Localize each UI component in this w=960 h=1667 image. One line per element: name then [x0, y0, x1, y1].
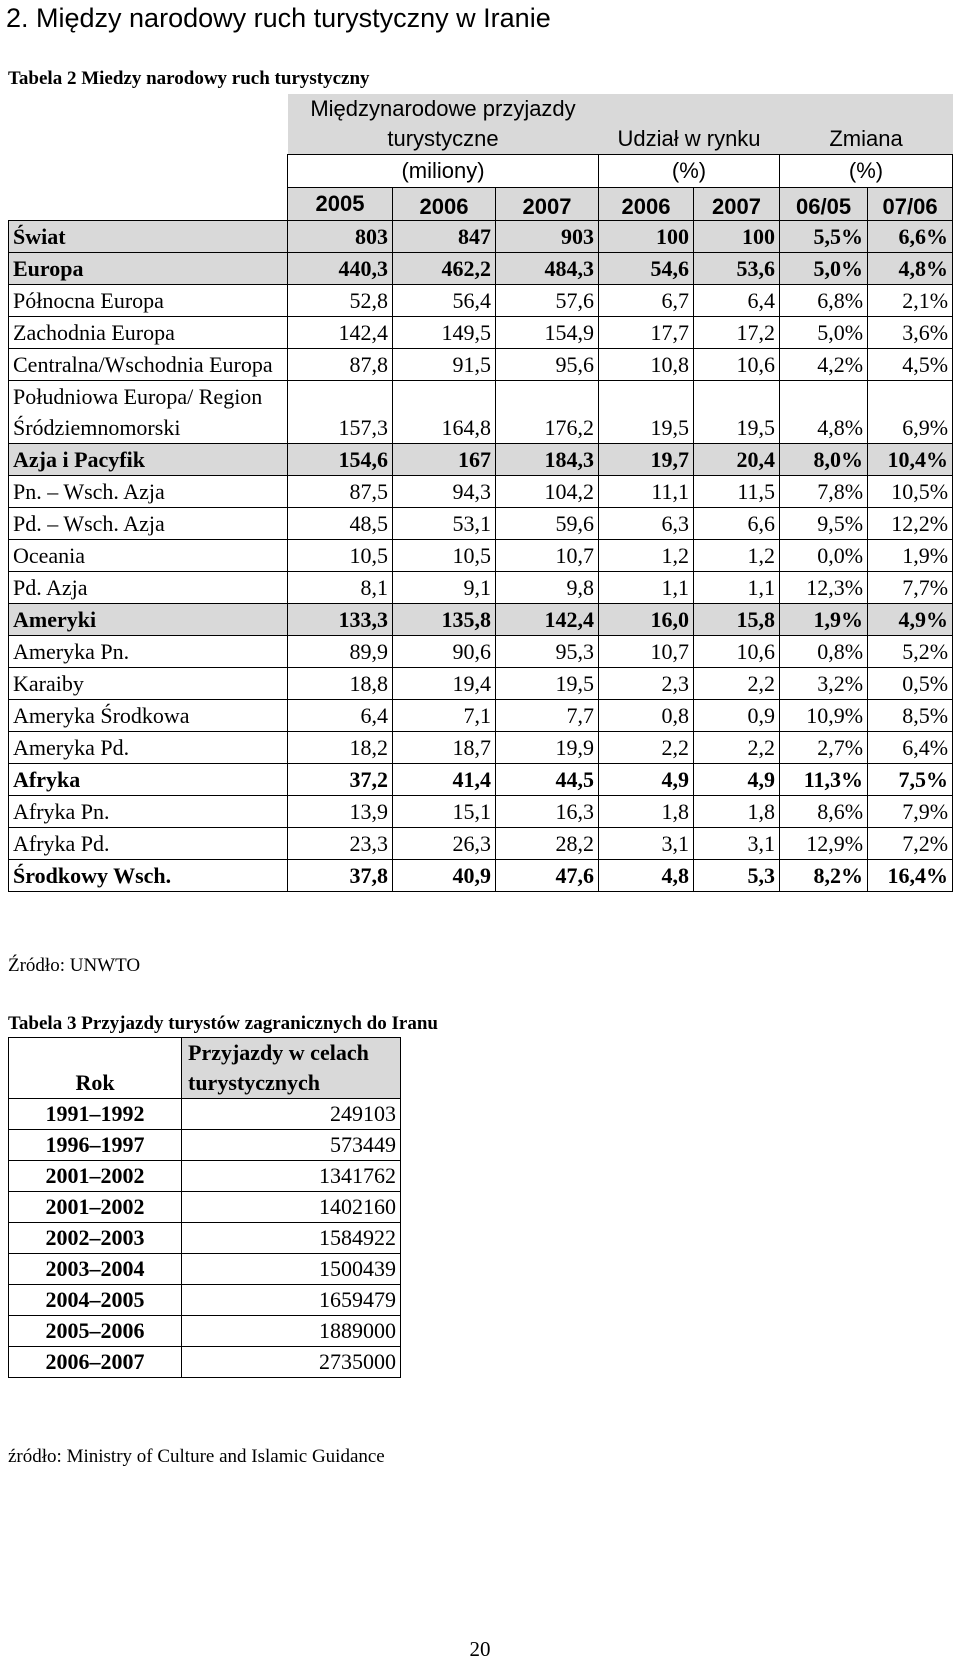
- table3-source: źródło: Ministry of Culture and Islamic Guidance: [8, 1446, 385, 1467]
- value-cell: 903: [496, 221, 599, 253]
- value-cell: 12,3%: [780, 572, 868, 604]
- year-header: 06/05: [780, 188, 868, 221]
- region-cell: Zachodnia Europa: [9, 317, 288, 349]
- value-cell: 13,9: [288, 796, 393, 828]
- value-cell: 7,9%: [868, 796, 953, 828]
- arrivals-cell: 573449: [182, 1130, 401, 1161]
- table-row: [9, 1347, 401, 1378]
- value-cell: 59,6: [496, 508, 599, 540]
- table-row: [9, 1254, 401, 1285]
- value-cell: 7,8%: [780, 476, 868, 508]
- arrivals-cell: 249103: [182, 1099, 401, 1130]
- value-cell: 4,9: [694, 764, 780, 796]
- value-cell: 484,3: [496, 253, 599, 285]
- value-cell: 1,8: [694, 796, 780, 828]
- value-cell: 3,1: [599, 828, 694, 860]
- table-row: [9, 604, 953, 636]
- year-header: 2007: [694, 188, 780, 221]
- value-cell: 48,5: [288, 508, 393, 540]
- region-cell: Centralna/Wschodnia Europa: [9, 349, 288, 381]
- year-cell: 2003–2004: [9, 1254, 182, 1285]
- value-cell: 0,8: [599, 700, 694, 732]
- table-row: [9, 1316, 401, 1347]
- header-year: Rok: [9, 1038, 182, 1099]
- value-cell: 167: [393, 444, 496, 476]
- year-header: 2006: [393, 188, 496, 221]
- table-row: [9, 285, 953, 317]
- region-cell: Afryka: [9, 764, 288, 796]
- table-row: [9, 381, 953, 444]
- table-row: [9, 540, 953, 572]
- value-cell: 87,5: [288, 476, 393, 508]
- value-cell: 9,8: [496, 572, 599, 604]
- region-cell: Południowa Europa/ Region Śródziemnomorski: [9, 381, 288, 444]
- table3-header-row: [9, 1038, 401, 1099]
- value-cell: 11,5: [694, 476, 780, 508]
- header-share: Udział w rynku: [599, 94, 780, 155]
- value-cell: 184,3: [496, 444, 599, 476]
- value-cell: 6,9%: [868, 381, 953, 444]
- table-row: [9, 668, 953, 700]
- value-cell: 10,7: [496, 540, 599, 572]
- year-cell: 2001–2002: [9, 1161, 182, 1192]
- value-cell: 5,5%: [780, 221, 868, 253]
- header-arrivals: Przyjazdy w celach turystycznych: [182, 1038, 401, 1099]
- region-cell: Afryka Pn.: [9, 796, 288, 828]
- value-cell: 1,8: [599, 796, 694, 828]
- value-cell: 2,2: [694, 668, 780, 700]
- value-cell: 6,3: [599, 508, 694, 540]
- value-cell: 462,2: [393, 253, 496, 285]
- value-cell: 16,4%: [868, 860, 953, 892]
- value-cell: 4,8: [599, 860, 694, 892]
- value-cell: 5,0%: [780, 253, 868, 285]
- region-cell: Karaiby: [9, 668, 288, 700]
- value-cell: 19,5: [599, 381, 694, 444]
- value-cell: 5,3: [694, 860, 780, 892]
- value-cell: 149,5: [393, 317, 496, 349]
- year-cell: 2002–2003: [9, 1223, 182, 1254]
- value-cell: 5,2%: [868, 636, 953, 668]
- value-cell: 9,5%: [780, 508, 868, 540]
- value-cell: 90,6: [393, 636, 496, 668]
- value-cell: 154,9: [496, 317, 599, 349]
- value-cell: 1,1: [694, 572, 780, 604]
- value-cell: 19,5: [496, 668, 599, 700]
- value-cell: 7,2%: [868, 828, 953, 860]
- value-cell: 440,3: [288, 253, 393, 285]
- value-cell: 94,3: [393, 476, 496, 508]
- table-row: [9, 1285, 401, 1316]
- region-cell: Ameryka Pn.: [9, 636, 288, 668]
- region-cell: Ameryka Środkowa: [9, 700, 288, 732]
- table-row: [9, 796, 953, 828]
- region-cell: Pd. Azja: [9, 572, 288, 604]
- value-cell: 56,4: [393, 285, 496, 317]
- table2-header-row: [9, 94, 953, 155]
- region-cell: Pd. – Wsch. Azja: [9, 508, 288, 540]
- value-cell: 3,6%: [868, 317, 953, 349]
- value-cell: 19,7: [599, 444, 694, 476]
- value-cell: 8,2%: [780, 860, 868, 892]
- region-cell: Oceania: [9, 540, 288, 572]
- value-cell: 12,2%: [868, 508, 953, 540]
- value-cell: 8,5%: [868, 700, 953, 732]
- table-row: [9, 444, 953, 476]
- value-cell: 54,6: [599, 253, 694, 285]
- year-cell: 1991–1992: [9, 1099, 182, 1130]
- arrivals-cell: 1889000: [182, 1316, 401, 1347]
- value-cell: 6,4%: [868, 732, 953, 764]
- value-cell: 16,0: [599, 604, 694, 636]
- year-cell: 1996–1997: [9, 1130, 182, 1161]
- value-cell: 10,5: [288, 540, 393, 572]
- table-row: [9, 221, 953, 253]
- value-cell: 104,2: [496, 476, 599, 508]
- value-cell: 164,8: [393, 381, 496, 444]
- region-cell: Świat: [9, 221, 288, 253]
- value-cell: 5,0%: [780, 317, 868, 349]
- value-cell: 19,9: [496, 732, 599, 764]
- table3-caption: Tabela 3 Przyjazdy turystów zagranicznych do Iranu: [8, 1013, 438, 1034]
- value-cell: 7,7: [496, 700, 599, 732]
- value-cell: 40,9: [393, 860, 496, 892]
- value-cell: 53,6: [694, 253, 780, 285]
- value-cell: 6,6%: [868, 221, 953, 253]
- table-row: [9, 732, 953, 764]
- value-cell: 6,8%: [780, 285, 868, 317]
- iran-arrivals-table: [8, 1037, 401, 1378]
- value-cell: 28,2: [496, 828, 599, 860]
- value-cell: 10,5: [393, 540, 496, 572]
- value-cell: 15,8: [694, 604, 780, 636]
- value-cell: 18,2: [288, 732, 393, 764]
- value-cell: 8,1: [288, 572, 393, 604]
- table-row: [9, 317, 953, 349]
- table-row: [9, 1192, 401, 1223]
- value-cell: 142,4: [288, 317, 393, 349]
- value-cell: 10,8: [599, 349, 694, 381]
- header-arrivals: Międzynarodowe przyjazdy turystyczne: [288, 94, 599, 155]
- value-cell: 4,8%: [780, 381, 868, 444]
- year-cell: 2005–2006: [9, 1316, 182, 1347]
- value-cell: 4,5%: [868, 349, 953, 381]
- value-cell: 10,6: [694, 636, 780, 668]
- value-cell: 87,8: [288, 349, 393, 381]
- value-cell: 19,5: [694, 381, 780, 444]
- value-cell: 0,5%: [868, 668, 953, 700]
- value-cell: 6,6: [694, 508, 780, 540]
- table-row: [9, 860, 953, 892]
- value-cell: 7,5%: [868, 764, 953, 796]
- value-cell: 16,3: [496, 796, 599, 828]
- value-cell: 52,8: [288, 285, 393, 317]
- value-cell: 3,2%: [780, 668, 868, 700]
- value-cell: 1,1: [599, 572, 694, 604]
- year-header: 07/06: [868, 188, 953, 221]
- value-cell: 15,1: [393, 796, 496, 828]
- table2-caption: Tabela 2 Miedzy narodowy ruch turystyczny: [8, 68, 370, 89]
- value-cell: 23,3: [288, 828, 393, 860]
- value-cell: 154,6: [288, 444, 393, 476]
- value-cell: 37,8: [288, 860, 393, 892]
- region-cell: Ameryka Pd.: [9, 732, 288, 764]
- arrivals-cell: 1659479: [182, 1285, 401, 1316]
- value-cell: 20,4: [694, 444, 780, 476]
- arrivals-cell: 1341762: [182, 1161, 401, 1192]
- value-cell: 18,8: [288, 668, 393, 700]
- value-cell: 0,9: [694, 700, 780, 732]
- value-cell: 95,3: [496, 636, 599, 668]
- table-row: [9, 349, 953, 381]
- unit-share: (%): [599, 155, 780, 188]
- table-row: [9, 1161, 401, 1192]
- year-header: 2006: [599, 188, 694, 221]
- table-row: [9, 764, 953, 796]
- table-row: [9, 1130, 401, 1161]
- value-cell: 4,9: [599, 764, 694, 796]
- value-cell: 3,1: [694, 828, 780, 860]
- value-cell: 8,6%: [780, 796, 868, 828]
- value-cell: 1,2: [694, 540, 780, 572]
- value-cell: 2,1%: [868, 285, 953, 317]
- year-header: 2007: [496, 188, 599, 221]
- value-cell: 142,4: [496, 604, 599, 636]
- value-cell: 53,1: [393, 508, 496, 540]
- table-row: [9, 572, 953, 604]
- value-cell: 100: [599, 221, 694, 253]
- value-cell: 10,7: [599, 636, 694, 668]
- page-number: 20: [469, 1637, 491, 1661]
- value-cell: 157,3: [288, 381, 393, 444]
- table2-unit-row: [9, 155, 953, 188]
- value-cell: 47,6: [496, 860, 599, 892]
- value-cell: 10,6: [694, 349, 780, 381]
- value-cell: 0,0%: [780, 540, 868, 572]
- year-cell: 2004–2005: [9, 1285, 182, 1316]
- table2-source: Źródło: UNWTO: [8, 955, 141, 976]
- year-cell: 2001–2002: [9, 1192, 182, 1223]
- value-cell: 7,1: [393, 700, 496, 732]
- value-cell: 89,9: [288, 636, 393, 668]
- value-cell: 2,7%: [780, 732, 868, 764]
- value-cell: 11,1: [599, 476, 694, 508]
- arrivals-cell: 1500439: [182, 1254, 401, 1285]
- value-cell: 1,9%: [868, 540, 953, 572]
- table-row: [9, 1223, 401, 1254]
- table-row: [9, 476, 953, 508]
- value-cell: 133,3: [288, 604, 393, 636]
- value-cell: 8,0%: [780, 444, 868, 476]
- table-row: [9, 828, 953, 860]
- unit-change: (%): [780, 155, 953, 188]
- international-tourism-table: [8, 94, 953, 892]
- value-cell: 4,2%: [780, 349, 868, 381]
- value-cell: 7,7%: [868, 572, 953, 604]
- value-cell: 19,4: [393, 668, 496, 700]
- value-cell: 6,7: [599, 285, 694, 317]
- value-cell: 176,2: [496, 381, 599, 444]
- value-cell: 135,8: [393, 604, 496, 636]
- value-cell: 9,1: [393, 572, 496, 604]
- region-cell: Europa: [9, 253, 288, 285]
- value-cell: 6,4: [694, 285, 780, 317]
- table-row: [9, 1099, 401, 1130]
- arrivals-cell: 1402160: [182, 1192, 401, 1223]
- table-row: [9, 700, 953, 732]
- unit-arrivals: (miliony): [288, 155, 599, 188]
- value-cell: 1,2: [599, 540, 694, 572]
- table-row: [9, 508, 953, 540]
- table-row: [9, 636, 953, 668]
- value-cell: 6,4: [288, 700, 393, 732]
- value-cell: 11,3%: [780, 764, 868, 796]
- region-cell: Pn. – Wsch. Azja: [9, 476, 288, 508]
- value-cell: 4,8%: [868, 253, 953, 285]
- header-change: Zmiana: [780, 94, 953, 155]
- region-cell: Azja i Pacyfik: [9, 444, 288, 476]
- table2-years-row: [9, 188, 953, 221]
- value-cell: 803: [288, 221, 393, 253]
- value-cell: 2,2: [694, 732, 780, 764]
- value-cell: 37,2: [288, 764, 393, 796]
- region-cell: Północna Europa: [9, 285, 288, 317]
- region-cell: Środkowy Wsch.: [9, 860, 288, 892]
- value-cell: 4,9%: [868, 604, 953, 636]
- value-cell: 12,9%: [780, 828, 868, 860]
- value-cell: 26,3: [393, 828, 496, 860]
- value-cell: 57,6: [496, 285, 599, 317]
- value-cell: 91,5: [393, 349, 496, 381]
- value-cell: 10,4%: [868, 444, 953, 476]
- arrivals-cell: 2735000: [182, 1347, 401, 1378]
- value-cell: 1,9%: [780, 604, 868, 636]
- year-cell: 2006–2007: [9, 1347, 182, 1378]
- value-cell: 10,9%: [780, 700, 868, 732]
- value-cell: 44,5: [496, 764, 599, 796]
- table-row: [9, 253, 953, 285]
- year-header: 2005: [288, 188, 393, 221]
- value-cell: 95,6: [496, 349, 599, 381]
- value-cell: 100: [694, 221, 780, 253]
- section-heading: 2. Między narodowy ruch turystyczny w Iranie: [6, 3, 551, 33]
- value-cell: 2,3: [599, 668, 694, 700]
- value-cell: 0,8%: [780, 636, 868, 668]
- value-cell: 847: [393, 221, 496, 253]
- value-cell: 17,2: [694, 317, 780, 349]
- value-cell: 41,4: [393, 764, 496, 796]
- value-cell: 17,7: [599, 317, 694, 349]
- arrivals-cell: 1584922: [182, 1223, 401, 1254]
- value-cell: 2,2: [599, 732, 694, 764]
- region-cell: Ameryki: [9, 604, 288, 636]
- region-cell: Afryka Pd.: [9, 828, 288, 860]
- value-cell: 18,7: [393, 732, 496, 764]
- value-cell: 10,5%: [868, 476, 953, 508]
